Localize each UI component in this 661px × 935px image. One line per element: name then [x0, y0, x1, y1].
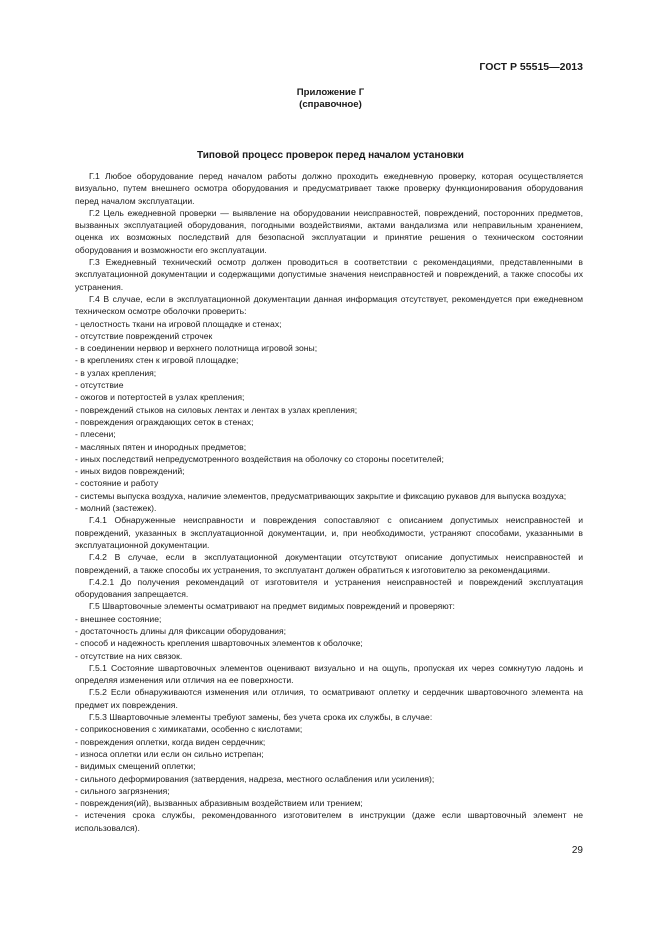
- list-item: - целостность ткани на игровой площадке и стенах;: [75, 318, 282, 329]
- paragraph: Г.4 В случае, если в эксплуатационной документации данная информация отсутствует, рекомендуется при ежедневном техническом осмотре оболочки проверить:: [75, 293, 583, 317]
- list-item: - сильного загрязнения;: [75, 785, 170, 796]
- paragraph: Г.5.2 Если обнаруживаются изменения или отличия, то осматривают оплетку и сердечник швартовочного элемента на предмет их повреждения.: [75, 687, 583, 710]
- list-item: - иных последствий непредусмотренного воздействия на оболочку со стороны посетителей;: [75, 453, 444, 464]
- list-item: - достаточность длины для фиксации оборудования;: [75, 625, 287, 636]
- paragraph: Г.1 Любое оборудование перед началом работы должно проходить ежедневную проверку, которая осуществляется визуально, путем внешнего осмотра оборудования и предусматривает также проверку функционирования оборудования перед началом эксплуатации.: [75, 171, 583, 206]
- list-item: - в соединении нервюр и верхнего полотнища игровой зоны;: [75, 343, 318, 354]
- list-item: - в креплениях стен к игровой площадке;: [75, 355, 239, 366]
- list-item: - соприкосновения с химикатами, особенно с кислотами;: [75, 724, 303, 735]
- paragraph: Г.5.1 Состояние швартовочных элементов оценивают визуально и на ощупь, пропуская их через сомкнутую ладонь и определяя изменения или отличия на ее поверхности.: [75, 662, 583, 686]
- list-item: - отсутствие на них связок.: [75, 650, 183, 661]
- list-item: - внешнее состояние;: [75, 613, 162, 624]
- list-item: - видимых смещений оплетки;: [75, 761, 196, 772]
- list-item: - повреждения оплетки, когда виден сердечник;: [75, 736, 266, 747]
- list-item: - отсутствие повреждений строчек: [75, 330, 213, 341]
- paragraph: Г.5.3 Швартовочные элементы требуют замены, без учета срока их службы, в случае:: [89, 712, 433, 723]
- list-item: - отсутствие: [75, 380, 124, 391]
- list-item: - повреждения ограждающих сеток в стенах;: [75, 416, 254, 427]
- paragraph: Г.3 Ежедневный технический осмотр должен проводиться в соответствии с рекомендациями, представленными в эксплуатационной документации и содержащими допустимые значения неисправностей и повреждений, а также способы их устранения.: [75, 257, 583, 292]
- list-item: - повреждения(ий), вызванных абразивным воздействием или трением;: [75, 798, 363, 809]
- page-number: 29: [571, 845, 583, 856]
- document-body: [75, 170, 583, 834]
- list-item: - способ и надежность крепления швартовочных элементов к оболочке;: [75, 638, 363, 649]
- list-item: - иных видов повреждений;: [75, 466, 185, 477]
- list-item: - ожогов и потертостей в узлах крепления;: [75, 392, 245, 403]
- list-item: - масляных пятен и инородных предметов;: [75, 441, 247, 452]
- list-item: - в узлах крепления;: [75, 367, 157, 378]
- list-item: - истечения срока службы, рекомендованного изготовителем в инструкции (даже если швартовочный элемент не использовался).: [75, 810, 583, 833]
- list-item: - молний (застежек).: [75, 503, 157, 514]
- paragraph: Г.4.1 Обнаруженные неисправности и повреждения сопоставляют с описанием допустимых неисправностей и повреждений, указанных в эксплуатационной документации, и, при необходимости, устраняют способами, указанными в эксплуатационной документации.: [75, 515, 583, 550]
- list-item: - износа оплетки или если он сильно истрепан;: [75, 748, 264, 759]
- paragraph: Г.2 Цель ежедневной проверки — выявление на оборудовании неисправностей, повреждений, посторонних предметов, вызванных эксплуатацией оборудования, погодными воздействиями, актами вандализма или неправильным хранением, оценка их возможных последствий для безопасной эксплуатации и принятие решения о техническом состоянии оборудования и возможности его эксплуатации.: [75, 207, 583, 255]
- appendix-subtitle: (справочное): [299, 99, 362, 110]
- paragraph: Г.4.2 В случае, если в эксплуатационной документации отсутствуют описание допустимых неисправностей и повреждений, а также способы их устранения, то эксплуатант должен обратиться к изготовителю за рекомендациями.: [75, 552, 583, 575]
- list-item: - повреждений стыков на силовых лентах и лентах в узлах крепления;: [75, 404, 358, 415]
- list-item: - плесени;: [75, 429, 116, 440]
- appendix-heading: [0, 87, 661, 111]
- paragraph: Г.5 Швартовочные элементы осматривают на предмет видимых повреждений и проверяют:: [89, 601, 455, 612]
- list-item: - состояние и работу: [75, 478, 159, 489]
- list-item: - сильного деформирования (затвердения, надреза, местного ослабления или усиления);: [75, 773, 435, 784]
- appendix-title: Приложение Г: [296, 87, 365, 98]
- section-title: Типовой процесс проверок перед началом установки: [197, 150, 464, 161]
- paragraph: Г.4.2.1 До получения рекомендаций от изготовителя и устранения неисправностей и повреждений эксплуатация оборудования запрещается.: [75, 576, 583, 600]
- list-item: - системы выпуска воздуха, наличие элементов, предусматривающих закрытие и фиксацию рукавов для выпуска воздуха;: [75, 490, 567, 501]
- standard-header: ГОСТ Р 55515—2013: [479, 61, 583, 73]
